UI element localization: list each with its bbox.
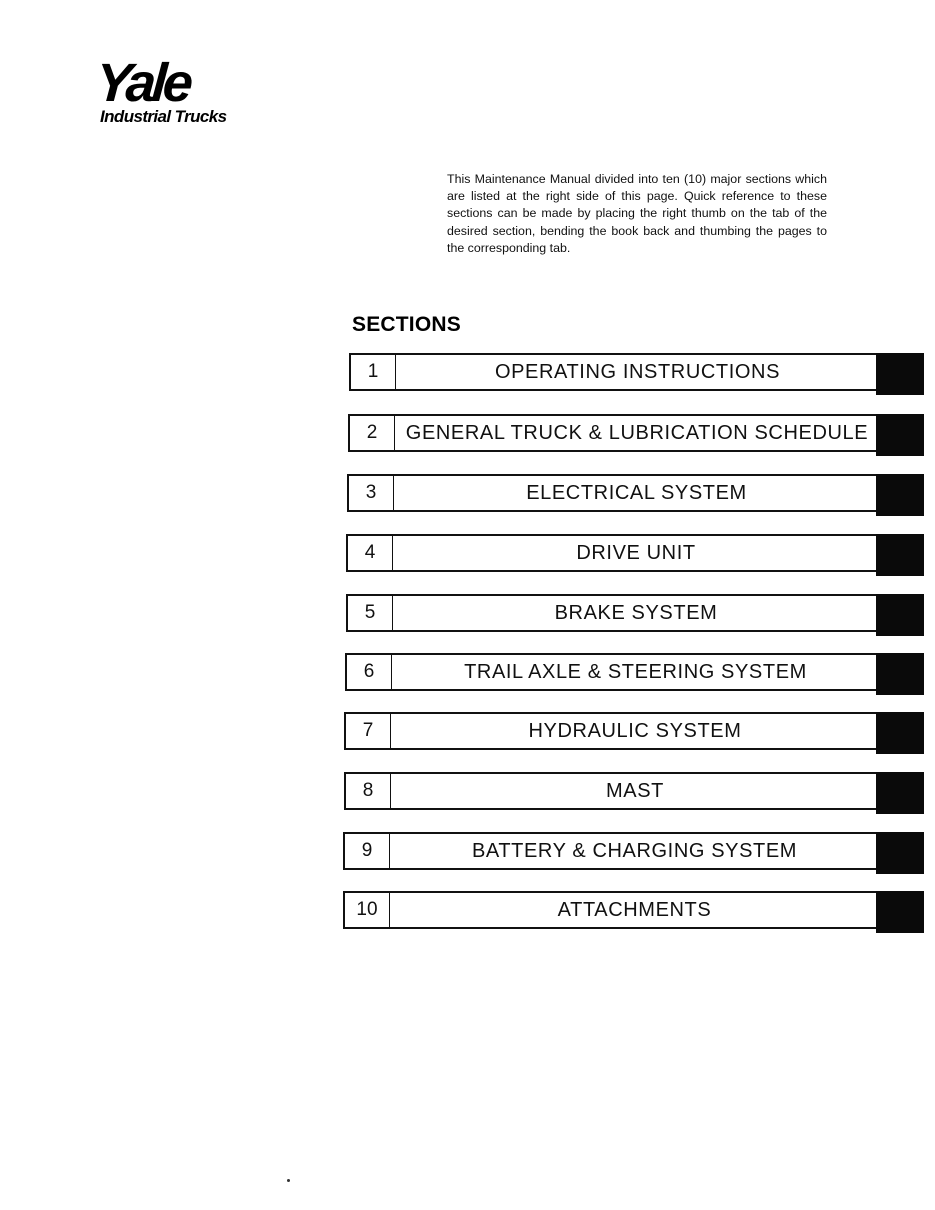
section-label: HYDRAULIC SYSTEM xyxy=(528,719,742,742)
thumb-tab[interactable] xyxy=(876,712,924,754)
section-tab-1[interactable] xyxy=(349,353,924,391)
section-tab-7[interactable] xyxy=(344,712,924,750)
thumb-tab[interactable] xyxy=(876,832,924,874)
section-tab-3[interactable] xyxy=(347,474,924,512)
thumb-tab[interactable] xyxy=(876,772,924,814)
section-number: 4 xyxy=(348,536,393,570)
logo-wordmark: Yale xyxy=(93,53,192,113)
section-label: GENERAL TRUCK & LUBRICATION SCHEDULE xyxy=(405,421,869,444)
thumb-tab[interactable] xyxy=(876,534,924,576)
section-number: 8 xyxy=(346,774,391,808)
thumb-tab[interactable] xyxy=(876,414,924,456)
section-label: ATTACHMENTS xyxy=(557,898,712,921)
section-label: BATTERY & CHARGING SYSTEM xyxy=(471,839,798,862)
thumb-tab[interactable] xyxy=(876,653,924,695)
section-label: TRAIL AXLE & STEERING SYSTEM xyxy=(464,660,807,683)
scan-speck xyxy=(287,1179,290,1182)
section-label: MAST xyxy=(606,779,664,802)
section-tab-9[interactable] xyxy=(343,832,924,870)
section-number: 7 xyxy=(346,714,391,748)
intro-paragraph: This Maintenance Manual divided into ten (10) major sections which are listed at the right side of this page. Quick reference to these sections can be made by placing the right thumb on the tab of the desired section, bending the book back and thumbing the pages to the corresponding tab. xyxy=(447,172,827,255)
logo-subtitle: Industrial Trucks xyxy=(100,107,227,126)
section-tab-5[interactable] xyxy=(346,594,924,632)
section-label: ELECTRICAL SYSTEM xyxy=(526,481,747,504)
yale-logo xyxy=(93,53,256,126)
section-number: 3 xyxy=(349,476,394,510)
section-number: 2 xyxy=(350,416,395,450)
section-label: BRAKE SYSTEM xyxy=(554,601,718,624)
section-tab-10[interactable] xyxy=(343,891,924,929)
thumb-tab[interactable] xyxy=(876,474,924,516)
sections-heading: SECTIONS xyxy=(352,313,461,336)
section-label: OPERATING INSTRUCTIONS xyxy=(494,360,781,383)
thumb-tab[interactable] xyxy=(876,594,924,636)
section-tab-4[interactable] xyxy=(346,534,924,572)
section-tab-6[interactable] xyxy=(345,653,924,691)
section-tab-8[interactable] xyxy=(344,772,924,810)
section-number: 5 xyxy=(348,596,393,630)
section-tab-2[interactable] xyxy=(348,414,924,452)
thumb-tab[interactable] xyxy=(876,353,924,395)
section-number: 10 xyxy=(345,893,390,927)
section-number: 6 xyxy=(347,655,392,689)
section-number: 1 xyxy=(351,355,396,389)
thumb-tab[interactable] xyxy=(876,891,924,933)
section-number: 9 xyxy=(345,834,390,868)
section-label: DRIVE UNIT xyxy=(576,541,696,564)
